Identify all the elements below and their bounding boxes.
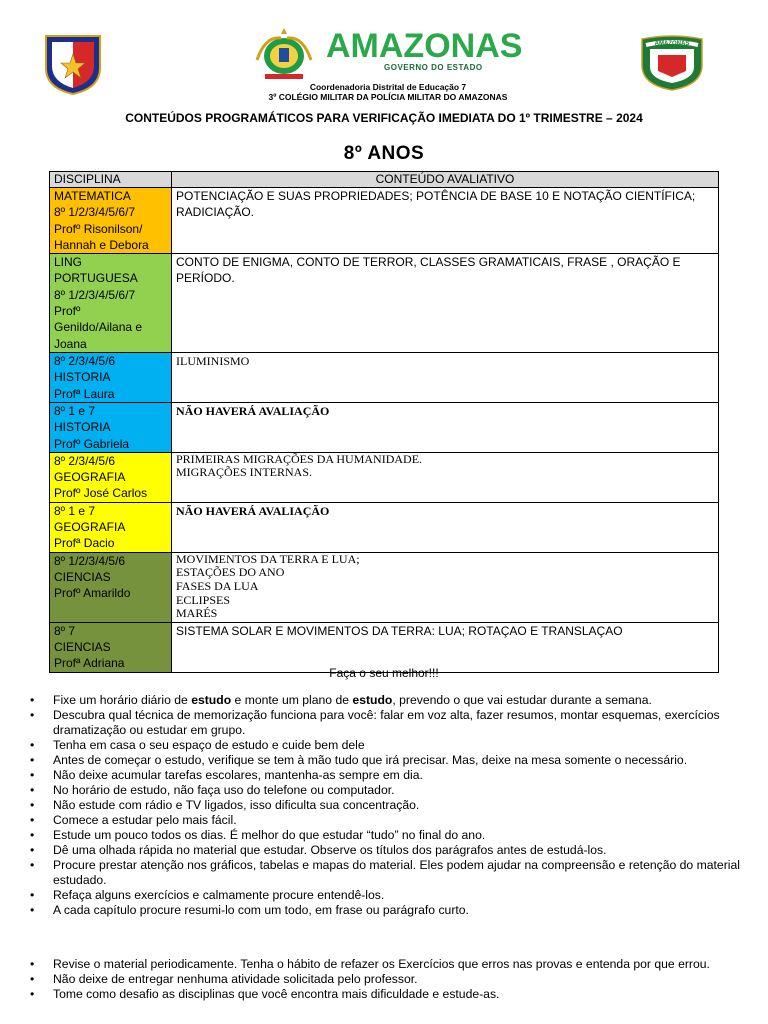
content-line: CONTO DE ENIGMA, CONTO DE TERROR, CLASSES GRAMATICAIS, FRASE , ORAÇÃO E bbox=[176, 255, 681, 270]
content-line: RADICIAÇÃO. bbox=[176, 205, 255, 220]
discipline-line: Profª Laura bbox=[54, 386, 115, 401]
bullet-icon: • bbox=[30, 708, 35, 722]
discipline-cell bbox=[50, 622, 172, 672]
bullet-icon: • bbox=[30, 888, 35, 902]
tip-text: Fixe um horário diário de bbox=[53, 693, 192, 707]
discipline-line: Genildo/Ailana e bbox=[54, 320, 143, 335]
list-item bbox=[30, 753, 750, 768]
tip-text: , prevendo o que vai estudar durante a semana. bbox=[392, 693, 652, 707]
discipline-line: 8º 7 bbox=[54, 623, 76, 638]
content-line: PERÍODO. bbox=[176, 271, 235, 286]
bullet-icon: • bbox=[30, 783, 35, 797]
bullet-icon: • bbox=[30, 798, 35, 812]
discipline-cell bbox=[50, 254, 172, 353]
content-line: NÃO HAVERÁ AVALIAÇÃO bbox=[176, 403, 330, 418]
discipline-cell bbox=[50, 452, 172, 502]
bullet-icon: • bbox=[30, 828, 35, 842]
table-header-row bbox=[50, 172, 719, 188]
discipline-line: CIENCIAS bbox=[54, 640, 111, 655]
tip-text: Tenha em casa o seu espaço de estudo e cuide bem dele bbox=[53, 738, 365, 752]
bullet-icon: • bbox=[30, 858, 35, 872]
discipline-line: 8º 1/2/3/4/5/6/7 bbox=[54, 205, 136, 220]
discipline-line: GEOGRAFIA bbox=[54, 520, 126, 535]
discipline-line: CIENCIAS bbox=[54, 570, 111, 585]
tip-text: Estude um pouco todos os dias. É melhor do que estudar “tudo” no final do ano. bbox=[53, 828, 486, 842]
list-item bbox=[30, 987, 750, 1002]
tip-text: Antes de começar o estudo, verifique se tem à mão tudo que irá precisar. Mas, deixe na mesa somente o necessário. bbox=[53, 753, 688, 767]
state-coat-of-arms-icon bbox=[251, 26, 317, 82]
discipline-line: MATEMATICA bbox=[54, 189, 131, 203]
discipline-cell bbox=[50, 502, 172, 552]
content-line: SISTEMA SOLAR E MOVIMENTOS DA TERRA: LUA; ROTAÇAO E TRANSLAÇAO bbox=[176, 623, 623, 638]
table-row bbox=[50, 188, 719, 254]
table-row bbox=[50, 352, 719, 402]
content-line: PRIMEIRAS MIGRAÇÕES DA HUMANIDADE. bbox=[176, 451, 423, 466]
table-row bbox=[50, 402, 719, 452]
table-row bbox=[50, 452, 719, 502]
discipline-line: Profº Amarildo bbox=[54, 586, 131, 601]
content-line: POTENCIAÇÃO E SUAS PROPRIEDADES; POTÊNCIA DE BASE 10 E NOTAÇÃO CIENTÍFICA; bbox=[176, 189, 696, 203]
list-item bbox=[30, 783, 750, 798]
page-header bbox=[0, 0, 768, 110]
content-cell bbox=[172, 452, 719, 502]
list-item bbox=[30, 738, 750, 753]
discipline-line: Profº José Carlos bbox=[54, 486, 148, 501]
bullet-icon: • bbox=[30, 843, 35, 857]
content-cell bbox=[172, 502, 719, 552]
grade-heading: 8º ANOS bbox=[343, 143, 425, 164]
list-item bbox=[30, 828, 750, 843]
svg-text:AMAZONAS: AMAZONAS bbox=[654, 41, 690, 47]
content-line: ILUMINISMO bbox=[176, 353, 250, 368]
discipline-line: 8º 1/2/3/4/5/6/7 bbox=[54, 287, 136, 302]
list-item bbox=[30, 957, 750, 972]
content-line: FASES DA LUA bbox=[176, 578, 259, 593]
list-item bbox=[30, 858, 750, 888]
tip-text: Não deixe acumular tarefas escolares, mantenha-as sempre em dia. bbox=[53, 768, 423, 782]
list-item bbox=[30, 708, 750, 738]
list-item bbox=[30, 888, 750, 903]
content-cell bbox=[172, 188, 719, 254]
discipline-cell bbox=[50, 188, 172, 254]
study-tips-list bbox=[30, 693, 750, 918]
list-item bbox=[30, 768, 750, 783]
discipline-line: GEOGRAFIA bbox=[54, 470, 126, 485]
bullet-icon: • bbox=[30, 957, 35, 971]
bullet-icon: • bbox=[30, 738, 35, 752]
study-tips-list-2 bbox=[30, 957, 750, 1002]
coordination-info bbox=[0, 82, 768, 102]
discipline-line: 8º 2/3/4/5/6 bbox=[54, 453, 116, 468]
discipline-line: 8º 1/2/3/4/5/6 bbox=[54, 553, 126, 568]
discipline-line: HISTORIA bbox=[54, 420, 111, 435]
list-item bbox=[30, 813, 750, 828]
list-item bbox=[30, 972, 750, 987]
tip-text: e monte um plano de bbox=[231, 693, 353, 707]
col-header-conteudo: CONTEÚDO AVALIATIVO bbox=[172, 172, 719, 188]
content-line: MOVIMENTOS DA TERRA E LUA; bbox=[176, 551, 360, 566]
content-cell bbox=[172, 254, 719, 353]
content-table bbox=[49, 171, 719, 673]
content-cell bbox=[172, 622, 719, 672]
discipline-line: LING PORTUGUESA bbox=[54, 255, 138, 286]
tip-text: Não deixe de entregar nenhuma atividade solicitada pelo professor. bbox=[53, 972, 418, 986]
bullet-icon: • bbox=[30, 972, 35, 986]
list-item bbox=[30, 798, 750, 813]
content-cell bbox=[172, 552, 719, 622]
discipline-line: Profª Adriana bbox=[54, 656, 125, 671]
table-row bbox=[50, 622, 719, 672]
discipline-line: HISTORIA bbox=[54, 370, 111, 385]
list-item bbox=[30, 693, 750, 708]
document-title: CONTEÚDOS PROGRAMÁTICOS PARA VERIFICAÇÃO IMEDIATA DO 1º TRIMESTRE – 2024 bbox=[125, 111, 643, 125]
discipline-line: Hannah e Debora bbox=[54, 237, 149, 252]
tip-text: Procure prestar atenção nos gráficos, tabelas e mapas do material. Eles podem ajudar na compreensão e retenção do material estudado. bbox=[53, 858, 740, 887]
brand-title: AMAZONAS bbox=[326, 27, 523, 65]
list-item bbox=[30, 843, 750, 858]
bullet-icon: • bbox=[30, 693, 35, 707]
tip-text: Comece a estudar pelo mais fácil. bbox=[53, 813, 237, 827]
discipline-line: 8º 2/3/4/5/6 bbox=[54, 353, 116, 368]
content-line: MIGRAÇÕES INTERNAS. bbox=[176, 465, 313, 480]
tip-text: Refaça alguns exercícios e calmamente procure entendê-los. bbox=[53, 888, 385, 902]
discipline-line: Profº Risonilson/ bbox=[54, 221, 143, 236]
tip-text: Tome como desafio as disciplinas que você encontra mais dificuldade e estude-as. bbox=[53, 987, 500, 1001]
coordination-line: Coordenadoria Distrital de Educação 7 bbox=[309, 82, 467, 92]
table-row bbox=[50, 552, 719, 622]
tip-bold: estudo bbox=[191, 693, 232, 707]
discipline-cell bbox=[50, 402, 172, 452]
tip-bold: estudo bbox=[352, 693, 393, 707]
bullet-icon: • bbox=[30, 753, 35, 767]
content-cell bbox=[172, 352, 719, 402]
college-line: 3º COLÉGIO MILITAR DA POLÍCIA MILITAR DO AMAZONAS bbox=[268, 92, 508, 102]
discipline-line: Joana bbox=[54, 336, 87, 351]
tip-text: Dê uma olhada rápida no material que estudar. Observe os títulos dos parágrafos antes de estudá-los. bbox=[53, 843, 607, 857]
content-line: ESTAÇÕES DO ANO bbox=[176, 565, 285, 580]
content-line: ECLIPSES bbox=[176, 592, 231, 607]
bullet-icon: • bbox=[30, 813, 35, 827]
list-item bbox=[30, 903, 750, 918]
discipline-line: Profº Gabriela bbox=[54, 436, 130, 451]
motto-text: Faça o seu melhor!!! bbox=[329, 666, 439, 680]
bullet-icon: • bbox=[30, 987, 35, 1001]
tip-text: Revise o material periodicamente. Tenha o hábito de refazer os Exercícios que erros nas provas e entenda por que errou. bbox=[53, 957, 710, 971]
tip-text: Não estude com rádio e TV ligados, isso dificulta sua concentração. bbox=[53, 798, 420, 812]
discipline-line: 8º 1 e 7 bbox=[54, 403, 96, 418]
brand-subtitle: GOVERNO DO ESTADO bbox=[384, 63, 483, 72]
content-line: MARÉS bbox=[176, 606, 218, 621]
table-row bbox=[50, 254, 719, 353]
content-line: NÃO HAVERÁ AVALIAÇÃO bbox=[176, 503, 330, 518]
col-header-disciplina: DISCIPLINA bbox=[50, 172, 172, 188]
content-cell bbox=[172, 402, 719, 452]
bullet-icon: • bbox=[30, 768, 35, 782]
discipline-line: Profº bbox=[54, 304, 81, 319]
discipline-line: 8º 1 e 7 bbox=[54, 503, 96, 518]
table-row bbox=[50, 502, 719, 552]
bullet-icon: • bbox=[30, 903, 35, 917]
discipline-line: Profª Dacio bbox=[54, 536, 115, 551]
discipline-cell bbox=[50, 352, 172, 402]
tip-text: No horário de estudo, não faça uso do telefone ou computador. bbox=[53, 783, 395, 797]
discipline-cell bbox=[50, 552, 172, 622]
tip-text: A cada capítulo procure resumi-lo com um todo, em frase ou parágrafo curto. bbox=[53, 903, 469, 917]
tip-text: Descubra qual técnica de memorização funciona para você: falar em voz alta, fazer resumos, montar esquemas, exercícios dramatização ou estudar em grupo. bbox=[53, 708, 720, 737]
